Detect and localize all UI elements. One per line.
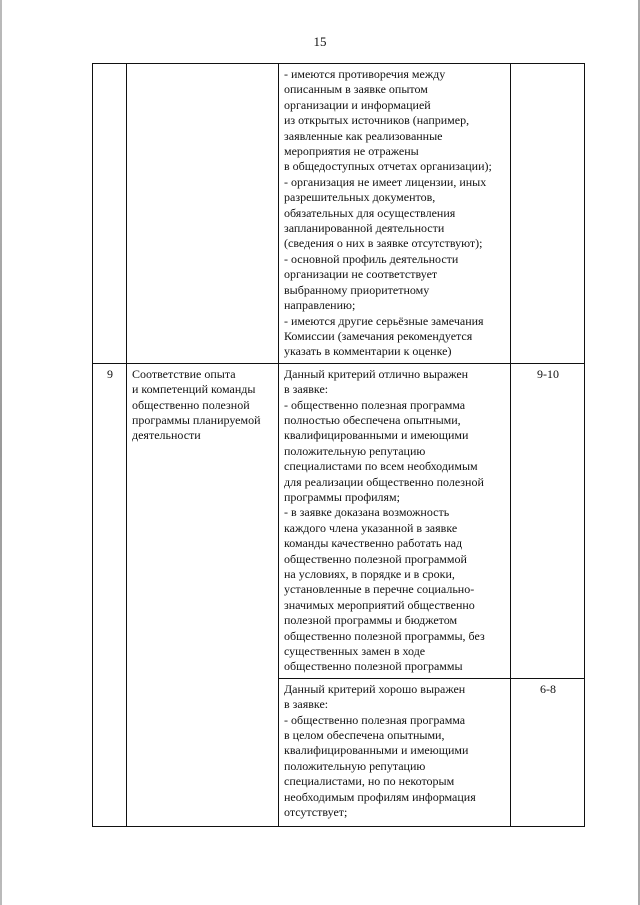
text-line: и компетенций команды [132,382,256,397]
text-line: программы планируемой [132,412,261,427]
text-line: Данный критерий отлично выражен [284,366,469,381]
text-line: полезной программы и бюджетом [284,613,458,628]
table-row [93,64,585,364]
text-line: отсутствует; [284,805,348,820]
text-line: - в заявке доказана возможность [284,505,450,520]
text-line: (сведения о них в заявке отсутствуют); [284,236,483,251]
text-line: - общественно полезная программа [284,712,466,727]
score-cell: 9-10 [511,363,585,678]
text-line: на условиях, в порядке и в сроки, [284,567,455,581]
text-line: описанным в заявке опытом [284,82,428,97]
text-line: квалифицированными и имеющими [284,428,469,443]
text-line: общественно полезной программы [284,659,463,674]
criterion-name-cell [127,64,279,364]
text-line: мероприятия не отражены [284,144,419,159]
text-line: необходимым профилям информация [284,789,476,804]
row-number-cell [93,64,127,364]
text-line: запланированной деятельности [284,221,445,236]
text-line: для реализации общественно полезной [284,474,484,489]
text-line: полностью обеспечена опытными, [284,412,461,427]
text-line: установленные в перечне социально- [284,582,475,597]
text-line: из открытых источников (например, [284,113,470,128]
text-line: организации не соответствует [284,267,438,282]
text-line: общественно полезной программой [284,551,467,566]
criterion-name-cell [127,363,279,826]
criterion-description-cell [279,363,511,678]
text-line: заявленные как реализованные [284,128,443,143]
text-line: в заявке: [284,697,329,712]
text-line: указать в комментарии к оценке) [284,344,452,359]
text-line: Комиссии (замечания рекомендуется [284,328,473,343]
criteria-table [92,63,585,827]
text-line: значимых мероприятий общественно [284,597,475,612]
text-line: команды качественно работать над [284,536,463,551]
text-line: Данный критерий хорошо выражен [284,681,466,696]
page-number: 15 [313,34,327,49]
text-line: в целом обеспечена опытными, [284,728,445,743]
text-line: организации и информацией [284,97,431,112]
text-line: обязательных для осуществления [284,205,456,220]
text-line: - общественно полезная программа [284,397,466,412]
row-number-cell: 9 [93,363,127,826]
text-line: - основной профиль деятельности [284,251,459,266]
text-line: каждого члена указанной в заявке [284,520,458,535]
scan-edge-left [0,0,2,905]
text-line: деятельности [132,428,201,443]
text-line: общественно полезной [132,397,250,412]
text-line: специалистами по всем необходимым [284,459,478,474]
text-line: программы профилям; [284,489,400,504]
text-line: - имеются противоречия между [284,67,446,81]
score-cell [511,64,585,364]
text-line: положительную репутацию [284,443,426,458]
text-line: общественно полезной программы, без [284,628,485,643]
text-line: разрешительных документов, [284,190,436,205]
criterion-description-cell [279,64,511,364]
text-line: в общедоступных отчетах организации); [284,159,492,174]
text-line: Соответствие опыта [132,366,236,381]
text-line: в заявке: [284,382,329,397]
text-line: направлению; [284,298,356,313]
text-line: - имеются другие серьёзные замечания [284,313,484,328]
text-line: квалифицированными и имеющими [284,743,469,758]
table-row [93,363,585,678]
criterion-description-cell [279,678,511,826]
text-line: положительную репутацию [284,758,426,773]
text-line: выбранному приоритетному [284,282,430,297]
score-cell: 6-8 [511,678,585,826]
text-line: - организация не имеет лицензии, иных [284,174,487,189]
text-line: специалистами, но по некоторым [284,774,455,789]
text-line: существенных замен в ходе [284,644,426,659]
